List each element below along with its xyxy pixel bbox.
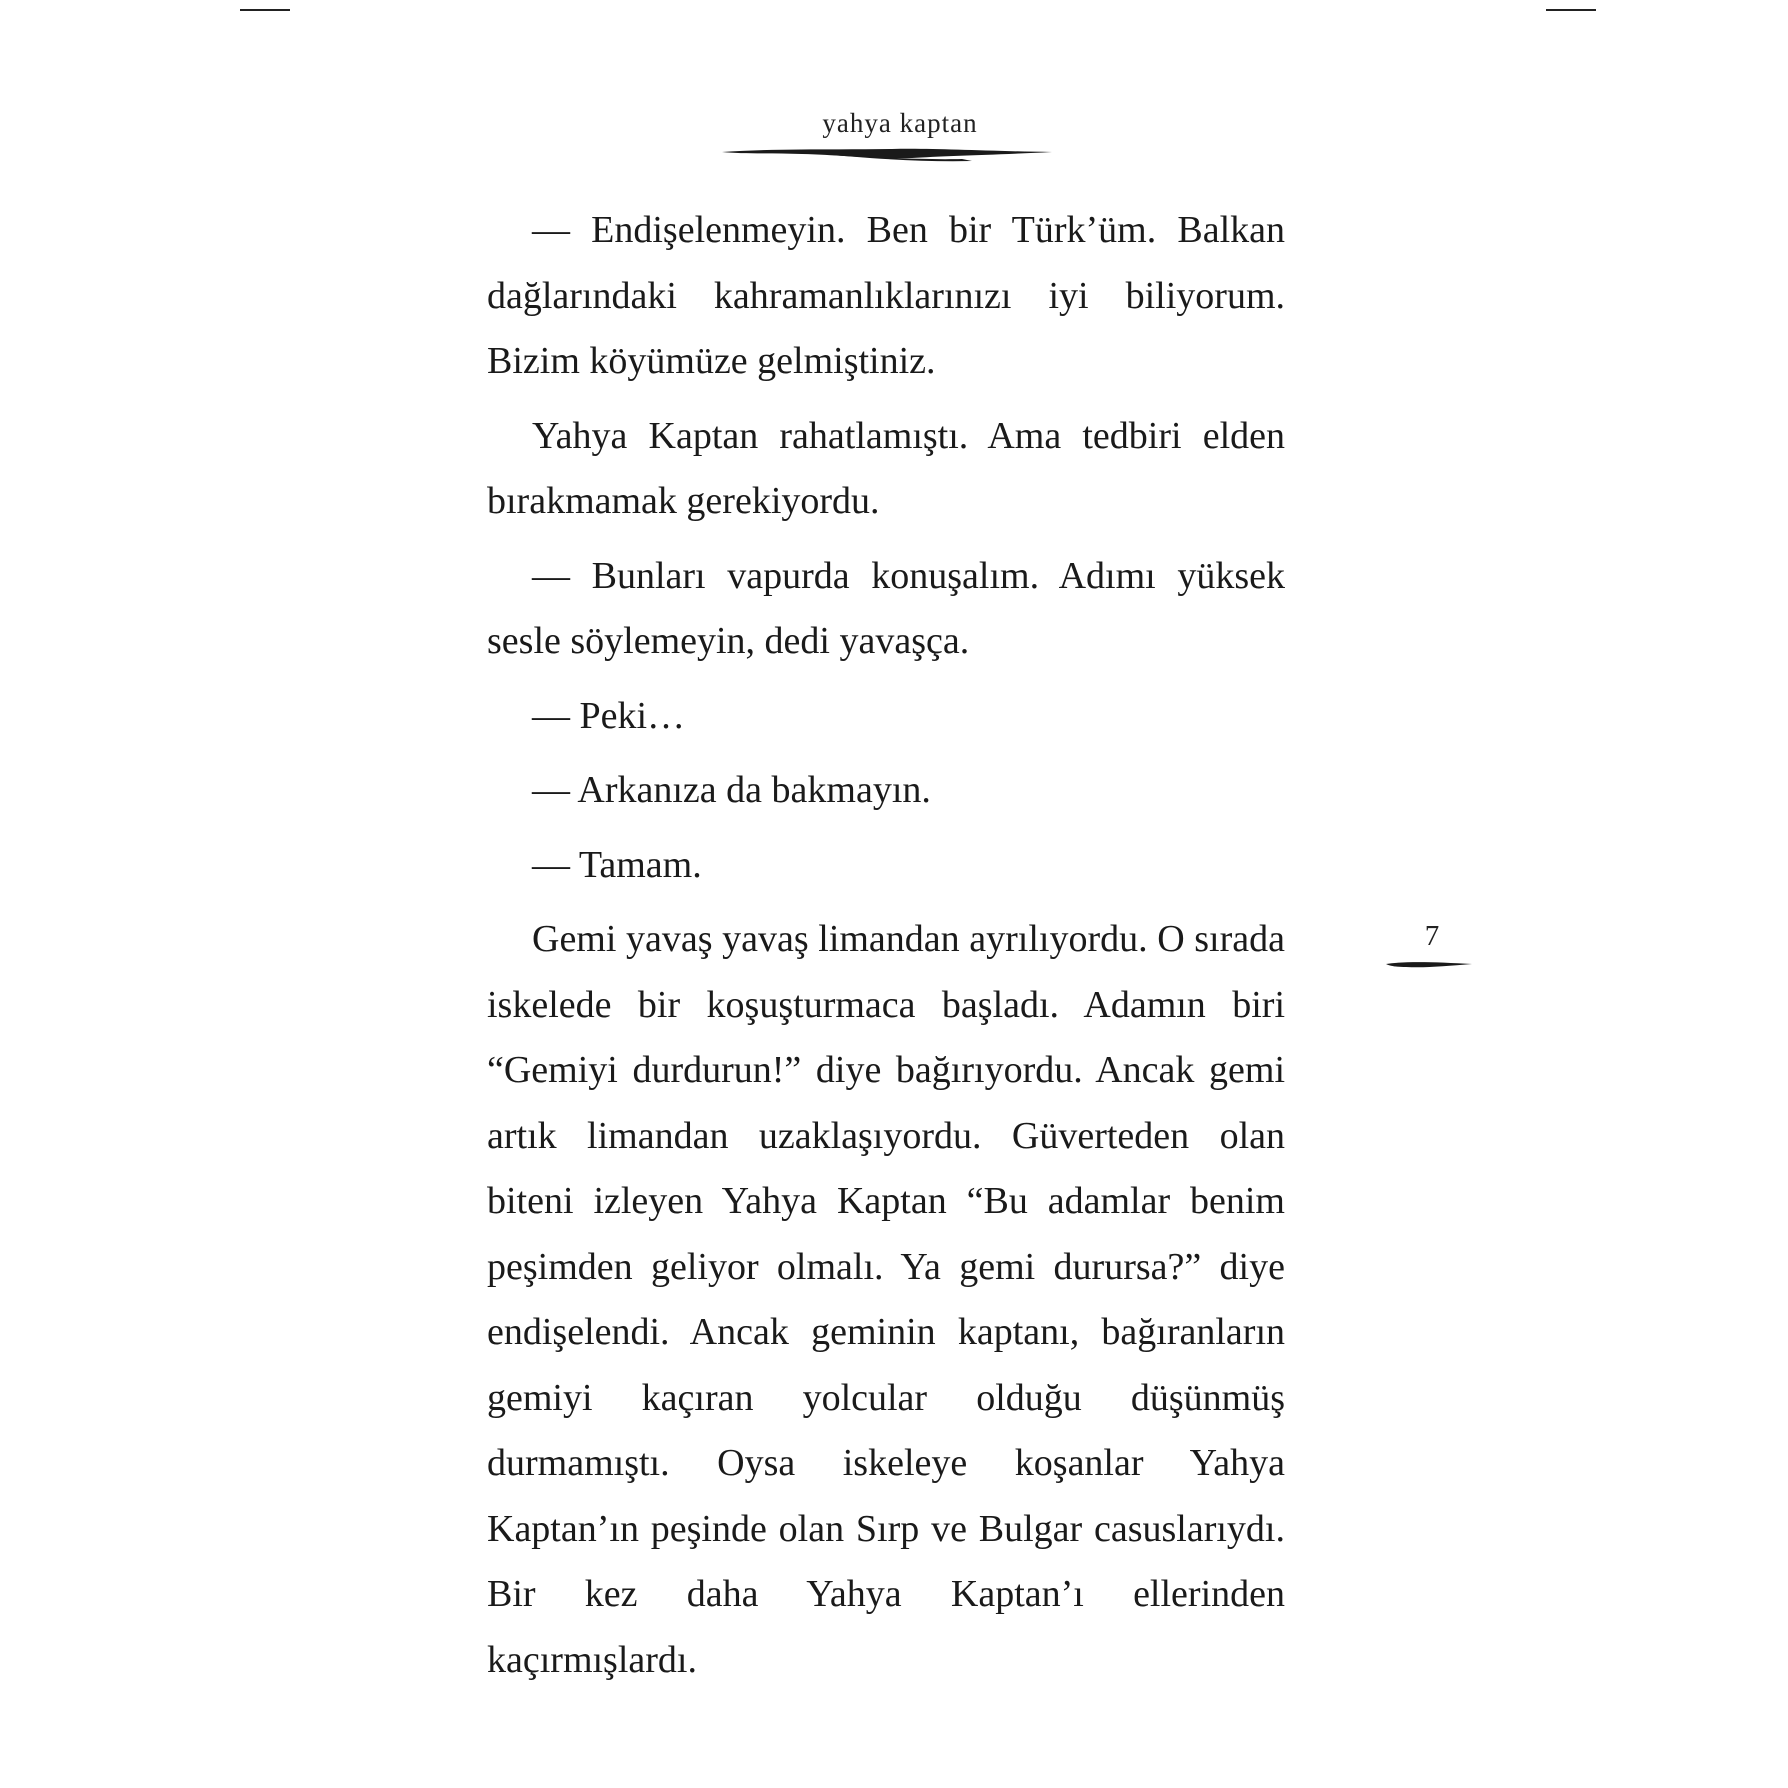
crop-mark-left xyxy=(240,9,290,11)
paragraph: Yahya Kaptan rahatlamıştı. Ama tedbiri elden bırakmamak gerekiyordu. xyxy=(487,414,1285,522)
paragraph: — Tamam. xyxy=(532,843,702,886)
paragraph: — Bunları vapurda konuşalım. Adımı yüksek sesle söylemeyin, dedi yavaşça. xyxy=(487,554,1285,662)
running-head-brush-stroke xyxy=(722,144,1052,164)
running-head: yahya kaptan xyxy=(822,108,978,138)
page-number: 7 xyxy=(1424,920,1440,952)
body-text xyxy=(487,198,1285,1702)
paragraph: — Arkanıza da bakmayın. xyxy=(532,769,931,811)
crop-mark-right xyxy=(1546,9,1596,11)
paragraph: Gemi yavaş yavaş limandan ayrılıyordu. O sırada iskelede bir koşuşturmaca başladı. Adamın biri “Gemiyi durdurun!” diye bağırıyordu. Ancak gemi artık limandan uzaklaşıyordu. Güverteden olan biteni izleyen Yahya Kaptan “Bu adamlar benim peşimden geliyor olmalı. Ya gemi durursa?” diye endişelendi. Ancak geminin kaptanı, bağıranların gemiyi kaçıran yolcular olduğu düşünmüş durmamıştı. Oysa iskeleye koşanlar Yahya Kaptan’ın peşinde olan Sırp ve Bulgar casuslarıydı. Bir kez daha Yahya Kaptan’ı ellerinden kaçırmışlardı. xyxy=(487,918,1285,1681)
paragraph: — Peki… xyxy=(532,694,686,737)
page-number-brush-stroke xyxy=(1386,958,1472,972)
paragraph: — Endişelenmeyin. Ben bir Türk’üm. Balkan dağlarındaki kahramanlıklarınızı iyi biliyorum. Bizim köyümüze gelmiştiniz. xyxy=(487,209,1285,382)
